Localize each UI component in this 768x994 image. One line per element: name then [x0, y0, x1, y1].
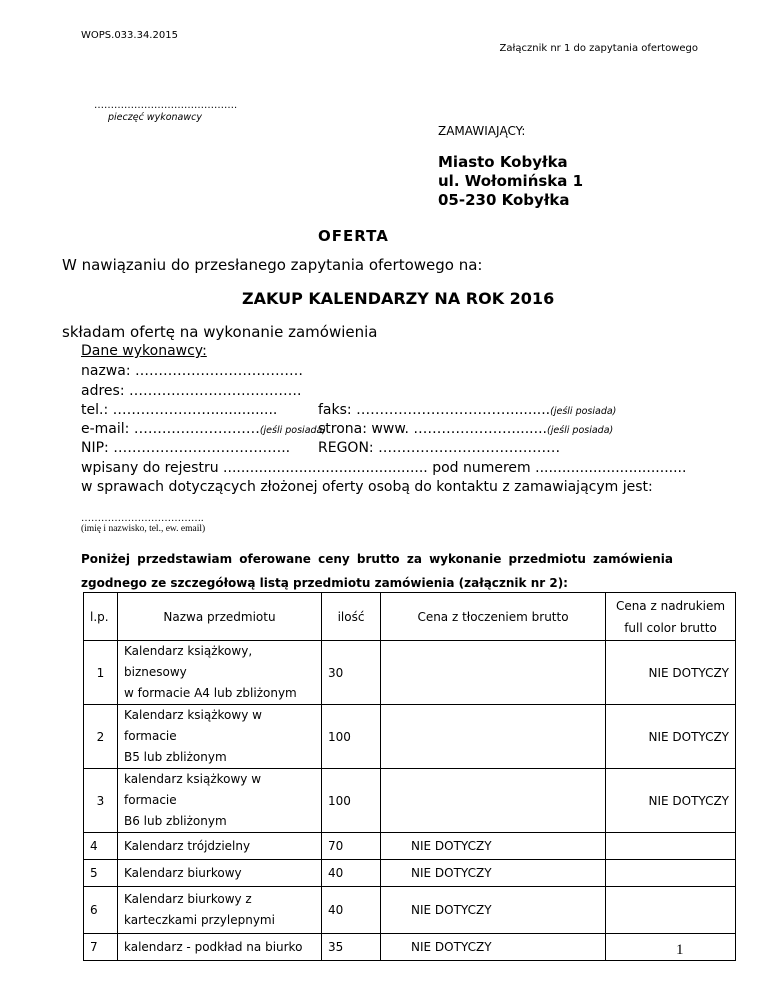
row-item-name: [118, 887, 322, 934]
row-lp: 2: [84, 705, 118, 769]
buyer-name: Miasto Kobyłka: [438, 153, 568, 171]
table-row: [84, 641, 736, 705]
row-quantity: 35: [322, 934, 381, 961]
row-embossed-price[interactable]: [381, 705, 606, 769]
row-quantity: 100: [322, 705, 381, 769]
table-row: [84, 833, 736, 860]
fax-line: faks: …………………………….........: [318, 402, 551, 418]
row-lp: 1: [84, 641, 118, 705]
header-embossed-price: Cena z tłoczeniem brutto: [381, 593, 606, 641]
page-number: 1: [676, 942, 684, 958]
contact-label: (imię i nazwisko, tel., ew. email): [81, 524, 206, 534]
row-embossed-price[interactable]: [381, 641, 606, 705]
row-item-line-2: B5 lub zbliżonym: [124, 750, 227, 764]
row-lp: 3: [84, 769, 118, 833]
row-embossed-price: NIE DOTYCZY: [381, 934, 606, 961]
document-id: WOPS.033.34.2015: [81, 30, 178, 41]
row-quantity: 100: [322, 769, 381, 833]
header-item-name: Nazwa przedmiotu: [118, 593, 322, 641]
contractor-tel-field[interactable]: tel.: …………………...............: [81, 402, 278, 418]
row-item-line-1: Kalendarz książkowy, biznesowy: [124, 644, 253, 679]
row-item-name: [118, 641, 322, 705]
offer-line: składam ofertę na wykonanie zamówienia: [62, 323, 378, 341]
contact-dots[interactable]: ……………………………….: [81, 513, 204, 524]
contractor-header: Dane wykonawcy:: [81, 343, 207, 359]
table-row: [84, 860, 736, 887]
stamp-label: pieczęć wykonawcy: [108, 112, 202, 123]
header-quantity: ilość: [322, 593, 381, 641]
row-printed-price: NIE DOTYCZY: [606, 641, 736, 705]
row-item-line-1: Kalendarz biurkowy z: [124, 892, 252, 906]
table-row: [84, 769, 736, 833]
contractor-address-field[interactable]: adres: ……………………………….: [81, 383, 302, 399]
register-line[interactable]: wpisany do rejestru .............................................. pod numerem ..................................: [81, 460, 687, 476]
row-embossed-price: NIE DOTYCZY: [381, 860, 606, 887]
row-quantity: 30: [322, 641, 381, 705]
price-table: [83, 592, 736, 961]
contractor-nip-field[interactable]: NIP: ………………………………..: [81, 440, 291, 456]
www-line: strona: www. …………………........: [318, 421, 547, 437]
contractor-fax-field[interactable]: [318, 402, 616, 418]
row-item-name: [118, 705, 322, 769]
fax-note: (jeśli posiada): [550, 406, 617, 417]
row-printed-price: NIE DOTYCZY: [606, 769, 736, 833]
stamp-dots: …………………………………….: [94, 100, 238, 111]
intro-text: W nawiązaniu do przesłanego zapytania ofertowego na:: [62, 256, 483, 274]
prices-paragraph-line-2: zgodnego ze szczegółową listą przedmiotu zamówienia (załącznik nr 2):: [81, 576, 568, 590]
contractor-regon-field[interactable]: REGON: …………………………………: [318, 440, 561, 456]
contractor-email-field[interactable]: [81, 421, 326, 437]
contractor-name-field[interactable]: nazwa: ………………………………: [81, 363, 303, 379]
row-printed-price[interactable]: [606, 934, 736, 961]
annex-title: Załącznik nr 1 do zapytania ofertowego: [499, 43, 698, 54]
www-note: (jeśli posiada): [546, 425, 614, 436]
row-item-name: [118, 769, 322, 833]
row-item-line-2: B6 lub zbliżonym: [124, 814, 227, 828]
offer-heading: OFERTA: [318, 227, 389, 245]
order-subject: ZAKUP KALENDARZY NA ROK 2016: [242, 289, 555, 308]
row-printed-price[interactable]: [606, 860, 736, 887]
row-printed-price[interactable]: [606, 833, 736, 860]
table-row: [84, 934, 736, 961]
row-item-line-2: karteczkami przylepnymi: [124, 913, 275, 927]
table-header-row: [84, 593, 736, 641]
row-quantity: 40: [322, 887, 381, 934]
row-printed-price[interactable]: [606, 887, 736, 934]
row-embossed-price: NIE DOTYCZY: [381, 887, 606, 934]
row-embossed-price[interactable]: [381, 769, 606, 833]
row-item-line-1: Kalendarz książkowy w formacie: [124, 708, 262, 743]
contact-person-line: w sprawach dotyczących złożonej oferty osobą do kontaktu z zamawiającym jest:: [81, 479, 653, 495]
row-lp: 5: [84, 860, 118, 887]
row-embossed-price: NIE DOTYCZY: [381, 833, 606, 860]
row-item-line-1: kalendarz książkowy w formacie: [124, 772, 262, 807]
buyer-city: 05-230 Kobyłka: [438, 191, 570, 209]
table-row: [84, 887, 736, 934]
row-printed-price: NIE DOTYCZY: [606, 705, 736, 769]
row-item-line-2: w formacie A4 lub zbliżonym: [124, 686, 297, 700]
row-item-name: kalendarz - podkład na biurko: [118, 934, 322, 961]
prices-paragraph-line-1: Poniżej przedstawiam oferowane ceny brutto za wykonanie przedmiotu zamówienia: [81, 552, 673, 566]
row-quantity: 40: [322, 860, 381, 887]
header-printed-line-2: full color brutto: [624, 620, 717, 635]
email-line: e-mail: ………………………: [81, 421, 260, 437]
buyer-street: ul. Wołomińska 1: [438, 172, 584, 190]
header-lp: l.p.: [84, 593, 118, 641]
row-lp: 4: [84, 833, 118, 860]
header-printed-line-1: Cena z nadrukiem: [615, 598, 726, 613]
contractor-www-field[interactable]: [318, 421, 613, 437]
row-lp: 6: [84, 887, 118, 934]
header-printed-price: [606, 593, 736, 641]
row-item-name: Kalendarz trójdzielny: [118, 833, 322, 860]
row-lp: 7: [84, 934, 118, 961]
table-row: [84, 705, 736, 769]
row-quantity: 70: [322, 833, 381, 860]
buyer-label: ZAMAWIAJĄCY:: [438, 124, 526, 138]
row-item-name: Kalendarz biurkowy: [118, 860, 322, 887]
email-note: (jeśli posiada): [259, 425, 327, 436]
